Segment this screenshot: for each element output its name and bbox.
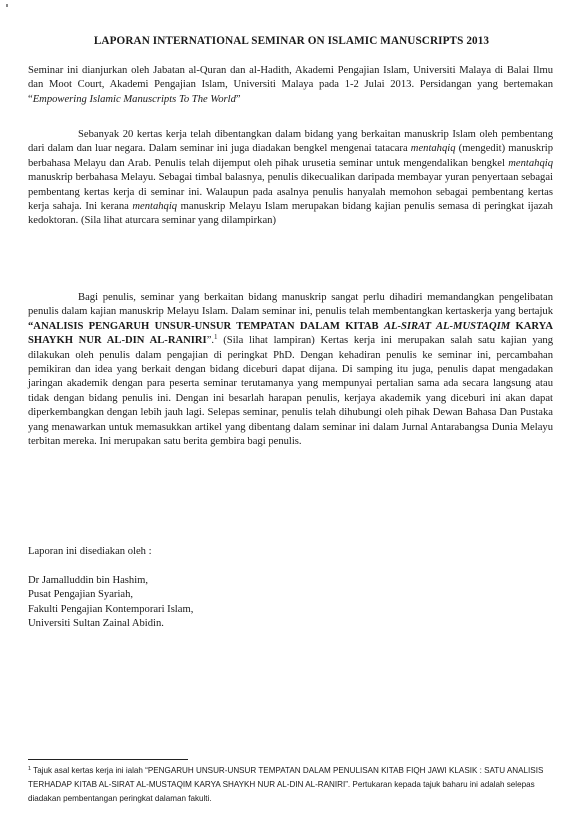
paper-title-quote-close: ”.	[206, 335, 215, 347]
author-department: Pusat Pengajian Syariah,	[28, 589, 134, 601]
footnote-reference: 1	[214, 333, 218, 342]
p3-text-a: Bagi penulis, seminar yang berkaitan bidang manuskrip sangat perlu dihadiri memandangkan pengelibatan penulis dalam kajian manuskrip Melayu Islam. Dalam seminar ini, penulis telah membentangkan kertaskerja yang bertajuk	[28, 292, 553, 318]
paper-title-kitab: AL-SIRAT AL-MUSTAQIM	[383, 320, 511, 332]
paragraph-presentation	[28, 291, 553, 449]
p2-text-b: (mengedit) manuskrip berbahasa Melayu dan Arab. Penulis telah dijemput oleh pihak urusetia seminar untuk mengendalikan bengkel	[28, 143, 553, 169]
prepared-by-label: Laporan ini disediakan oleh :	[28, 546, 152, 557]
paper-title-start: “ANALISIS PENGARUH UNSUR-UNSUR TEMPATAN DALAM KITAB	[28, 320, 384, 332]
footnote-divider	[28, 759, 188, 760]
paragraph-papers-workshop	[28, 128, 553, 229]
author-name: Dr Jamalluddin bin Hashim,	[28, 575, 149, 586]
p2-text-a: Sebanyak 20 kertas kerja telah dibentangkan dalam bidang yang berkaitan manuskrip Islam oleh pembentang dari dalam dan luar negara. Dalam seminar ini juga diadakan bengkel mengenai tatacara	[28, 129, 553, 155]
term-mentahqiq-1: mentahqiq	[410, 143, 456, 155]
footnote	[28, 764, 558, 807]
p2-text-c: manuskrip berbahasa Melayu. Sebagai timbal balasnya, penulis dikecualikan daripada membayar yuran penyertaan sebagai pembentang kertas kerja di seminar ini. Walaupun pada asalnya penulis hanyalah memohon sebagai pembentang kertas kerja sahaja. Ini kerana	[28, 172, 553, 213]
scan-mark	[6, 4, 8, 7]
intro-text: Seminar ini dianjurkan oleh Jabatan al-Quran dan al-Hadith, Akademi Pengajian Islam, Universiti Malaya di Balai Ilmu dan Moot Court, Akademi Pengajian Islam, Universiti Malaya pada 1-2 Julai 2013. Persidangan yang bertemakan “	[28, 65, 553, 105]
term-mentahqiq-3: mentahqiq	[132, 201, 178, 213]
p2-text-d: manuskrip Melayu Islam merupakan bidang kajian penulis semasa di peringkat ijazah kedoktoran. (Sila lihat aturcara seminar yang dilampirkan)	[28, 201, 553, 227]
author-university: Universiti Sultan Zainal Abidin.	[28, 618, 164, 630]
paper-title-end: KARYA SHAYKH NUR AL-DIN AL-RANIRI	[28, 320, 553, 347]
paragraph-introduction	[28, 64, 553, 107]
p3-text-b: (Sila lihat lampiran) Kertas kerja ini merupakan salah satu kajian yang dilakukan oleh penulis dalam pengajian di peringkat PhD. Dengan kehadiran penulis ke seminar ini, percambahan pemikiran dan idea yang berkait dengan bidang diceburi dapat dijana. Di samping itu juga, penulis dapat mengadakan jaringan akademik dengan para peserta seminar terutamanya yang mempunyai pertalian sama ada secara langsung atau tidak dengan bidang penulis ini. Dengan ini besarlah harapan penulis, kerjaya akademik yang diceburi ini akan dapat diperkembangkan dengan lebih jauh lagi. Selepas seminar, penulis telah dihubungi oleh pihak Dewan Bahasa Dan Pustaka yang menawarkan untuk memasukkan artikel yang dibentang dalam seminar ini dalam Jurnal Antarabangsa Dunia Melayu terbitan mereka. Ini merupakan satu berita gembira bagi penulis.	[28, 335, 553, 448]
signature-block	[28, 574, 193, 632]
footnote-text: Tajuk asal kertas kerja ini ialah “PENGARUH UNSUR-UNSUR TEMPATAN DALAM PENULISAN KITAB FIQH JAWI KLASIK : SATU ANALISIS TERHADAP KITAB AL-SIRAT AL-MUSTAQIM KARYA SHAYKH NUR AL-DIN AL-RANIRI”. Pertukaran kepada tajuk baharu ini adalah selepas diadakan pembentangan peringkat dalaman fakulti.	[28, 766, 544, 804]
page-title: LAPORAN INTERNATIONAL SEMINAR ON ISLAMIC MANUSCRIPTS 2013	[93, 35, 490, 47]
seminar-theme: Empowering Islamic Manuscripts To The World	[32, 93, 236, 105]
theme-quote-close: ”	[235, 93, 241, 105]
footnote-number: 1	[28, 766, 32, 772]
author-faculty: Fakulti Pengajian Kontemporari Islam,	[28, 603, 194, 615]
term-mentahqiq-2: mentahqiq	[508, 157, 553, 169]
